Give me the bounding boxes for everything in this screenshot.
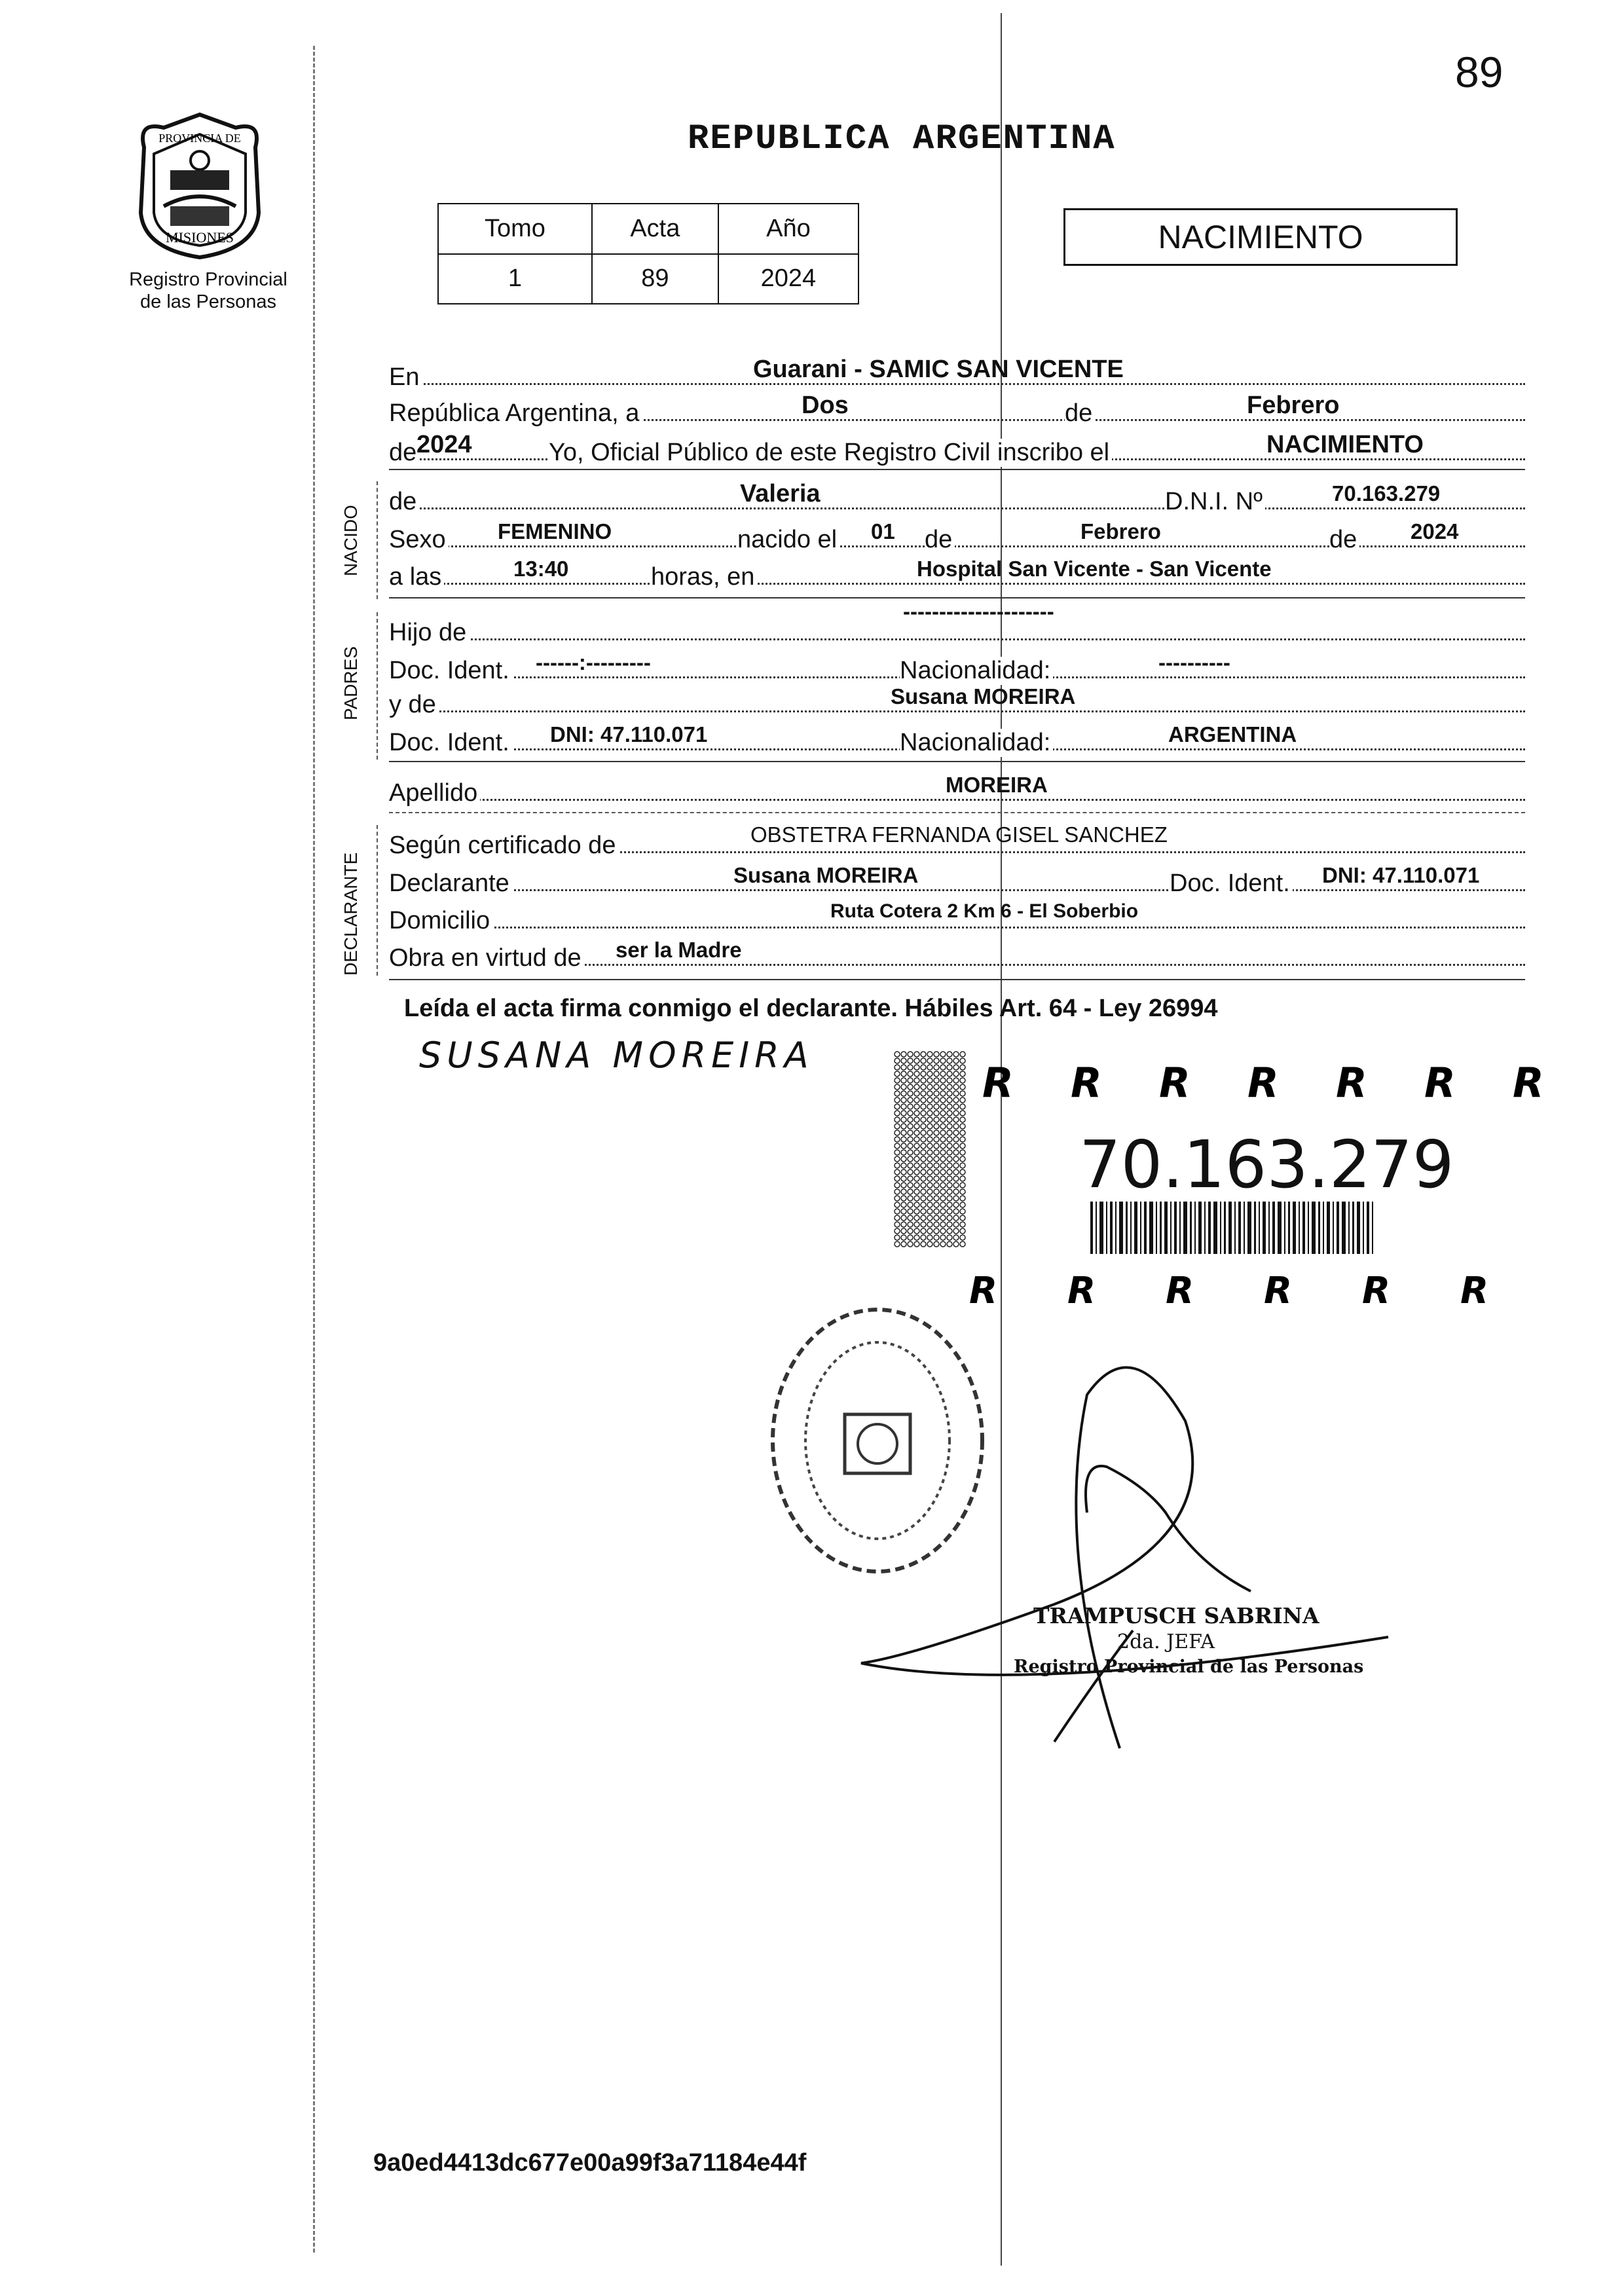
acta-value: 89: [592, 254, 718, 304]
republica-label: República Argentina, a: [389, 399, 642, 428]
document-hash: 9a0ed4413dc677e00a99f3a71184e44f: [373, 2149, 807, 2177]
de-nombre-label: de: [389, 488, 419, 516]
madre-value: Susana MOREIRA: [891, 684, 1076, 708]
obra-label: Obra en virtud de: [389, 944, 584, 972]
anio-value: 2024: [416, 431, 472, 458]
tomo-value: 1: [438, 254, 592, 304]
official-signature: [858, 1355, 1395, 1794]
svg-text:R: R: [1362, 1270, 1391, 1306]
acta-header: Acta: [592, 204, 718, 254]
oficial-label: Yo, Oficial Público de este Registro Civil inscribo el: [549, 439, 1112, 467]
guilloche-pattern: [894, 1051, 966, 1247]
dni-value: 70.163.279: [1332, 481, 1441, 506]
svg-text:R: R: [1264, 1270, 1293, 1306]
declarante-doc-value: DNI: 47.110.071: [1322, 863, 1480, 887]
inscripcion-value: NACIMIENTO: [1266, 431, 1424, 458]
row-sexo: [389, 519, 1525, 559]
apellido-value: MOREIRA: [946, 773, 1048, 797]
hijo-value: ---------------------: [903, 599, 1054, 623]
org-line-1: Registro Provincial: [129, 269, 287, 290]
r-pattern-bottom: [969, 1270, 1488, 1306]
declarante-section-label: DECLARANTE: [341, 852, 361, 976]
r-pattern-top: [982, 1059, 1544, 1107]
madre-doc-value: DNI: 47.110.071: [550, 722, 708, 746]
padre-nac-label: Nacionalidad:: [900, 657, 1053, 685]
padres-section-label: PADRES: [341, 646, 361, 720]
declarante-value: Susana MOREIRA: [733, 863, 919, 887]
lugar-value: Hospital San Vicente - San Vicente: [917, 557, 1272, 581]
separator-3: [389, 761, 1525, 762]
svg-text:R: R: [1336, 1059, 1367, 1107]
row-oficial: [389, 432, 1525, 471]
organization-name: [110, 268, 306, 313]
separator-2: [389, 597, 1525, 598]
madre-doc-label: Doc. Ident.: [389, 729, 512, 757]
sexo-label: Sexo: [389, 526, 449, 554]
row-madre: [389, 684, 1525, 724]
apellido-label: Apellido: [389, 779, 480, 807]
svg-text:R: R: [969, 1270, 998, 1306]
nacido-label: nacido el: [737, 526, 840, 554]
padre-doc-label: Doc. Ident.: [389, 657, 512, 685]
dni-label: D.N.I. Nº: [1165, 488, 1265, 516]
nac-dia-value: 01: [871, 519, 895, 543]
row-declarante: [389, 863, 1525, 902]
row-madre-doc: [389, 722, 1525, 762]
province-seal-icon: [124, 108, 275, 262]
anio-value: 2024: [718, 254, 858, 304]
svg-text:R: R: [982, 1059, 1014, 1107]
svg-text:R: R: [1071, 1059, 1102, 1107]
sexo-value: FEMENINO: [498, 519, 612, 543]
madre-nac-value: ARGENTINA: [1168, 722, 1297, 746]
svg-text:R: R: [1424, 1059, 1456, 1107]
de-anio2-label: de: [1329, 526, 1359, 554]
de-label: de: [1065, 399, 1095, 428]
row-hijo: [389, 599, 1525, 652]
row-hora: [389, 557, 1525, 596]
page-number: 89: [1455, 48, 1504, 96]
hora-value: 13:40: [513, 557, 569, 581]
domicilio-value: Ruta Cotera 2 Km 6 - El Soberbio: [830, 900, 1139, 922]
svg-text:R: R: [1247, 1059, 1279, 1107]
document-title: REPUBLICA ARGENTINA: [688, 119, 1116, 159]
nombre-value: Valeria: [740, 480, 821, 507]
en-label: En: [389, 363, 422, 392]
horas-en-label: horas, en: [651, 563, 757, 591]
row-certificado: [389, 822, 1525, 864]
mes-value: Febrero: [1247, 392, 1340, 419]
tomo-header: Tomo: [438, 204, 592, 254]
official-name: TRAMPUSCH SABRINA: [1033, 1603, 1320, 1628]
padres-bracket: [377, 612, 378, 760]
row-nombre: [389, 481, 1525, 521]
org-line-2: de las Personas: [140, 291, 276, 312]
declarante-bracket: [377, 825, 378, 976]
padre-nac-value: ----------: [1158, 650, 1230, 674]
declarante-doc-label: Doc. Ident.: [1170, 870, 1293, 898]
row-en: [389, 357, 1525, 396]
row-apellido: [389, 773, 1525, 812]
svg-text:R: R: [1067, 1270, 1096, 1306]
row-padre-doc: [389, 650, 1525, 690]
obra-value: ser la Madre: [616, 938, 742, 962]
svg-text:R: R: [1460, 1270, 1489, 1306]
padre-doc-value: ------:---------: [536, 650, 651, 674]
tomo-acta-table: [437, 203, 859, 304]
declarante-label: Declarante: [389, 870, 512, 898]
official-position: 2da. JEFA: [1117, 1630, 1215, 1653]
nac-anio-value: 2024: [1411, 519, 1459, 543]
nacido-section-label: NACIDO: [341, 505, 361, 576]
certificado-label: Según certificado de: [389, 832, 618, 860]
svg-text:R: R: [1513, 1059, 1544, 1107]
dia-value: Dos: [802, 392, 849, 419]
row-republica: [389, 393, 1525, 432]
row-obra: [389, 938, 1525, 977]
a-las-label: a las: [389, 563, 444, 591]
svg-text:R: R: [1166, 1270, 1194, 1306]
official-organization: Registro Provincial de las Personas: [1014, 1657, 1364, 1677]
separator-5: [389, 979, 1525, 980]
declarant-signature: SUSANA MOREIRA: [419, 1035, 814, 1076]
de-mes-label: de: [925, 526, 955, 554]
seal-top-text: PROVINCIA DE: [158, 132, 241, 145]
left-margin-line: [313, 46, 315, 2252]
en-value: Guarani - SAMIC SAN VICENTE: [753, 356, 1124, 383]
madre-nac-label: Nacionalidad:: [900, 729, 1053, 757]
domicilio-label: Domicilio: [389, 907, 492, 935]
dni-sticker-number: 70.163.279: [1079, 1126, 1454, 1203]
nac-mes-value: Febrero: [1080, 519, 1161, 543]
row-domicilio: [389, 900, 1525, 940]
seal-bottom-text: MISIONES: [166, 229, 234, 246]
separator-1: [389, 469, 1525, 470]
de-anio-label: de: [389, 439, 419, 467]
separator-4: [389, 812, 1525, 813]
legal-text: Leída el acta firma conmigo el declarante. Hábiles Art. 64 - Ley 26994: [404, 995, 1218, 1022]
hijo-label: Hijo de: [389, 619, 469, 647]
nacido-bracket: [377, 481, 378, 599]
anio-header: Año: [718, 204, 858, 254]
y-de-label: y de: [389, 691, 439, 719]
svg-text:R: R: [1159, 1059, 1190, 1107]
record-type-box: NACIMIENTO: [1063, 208, 1458, 266]
barcode: [1090, 1202, 1373, 1254]
certificado-value: OBSTETRA FERNANDA GISEL SANCHEZ: [750, 822, 1168, 847]
